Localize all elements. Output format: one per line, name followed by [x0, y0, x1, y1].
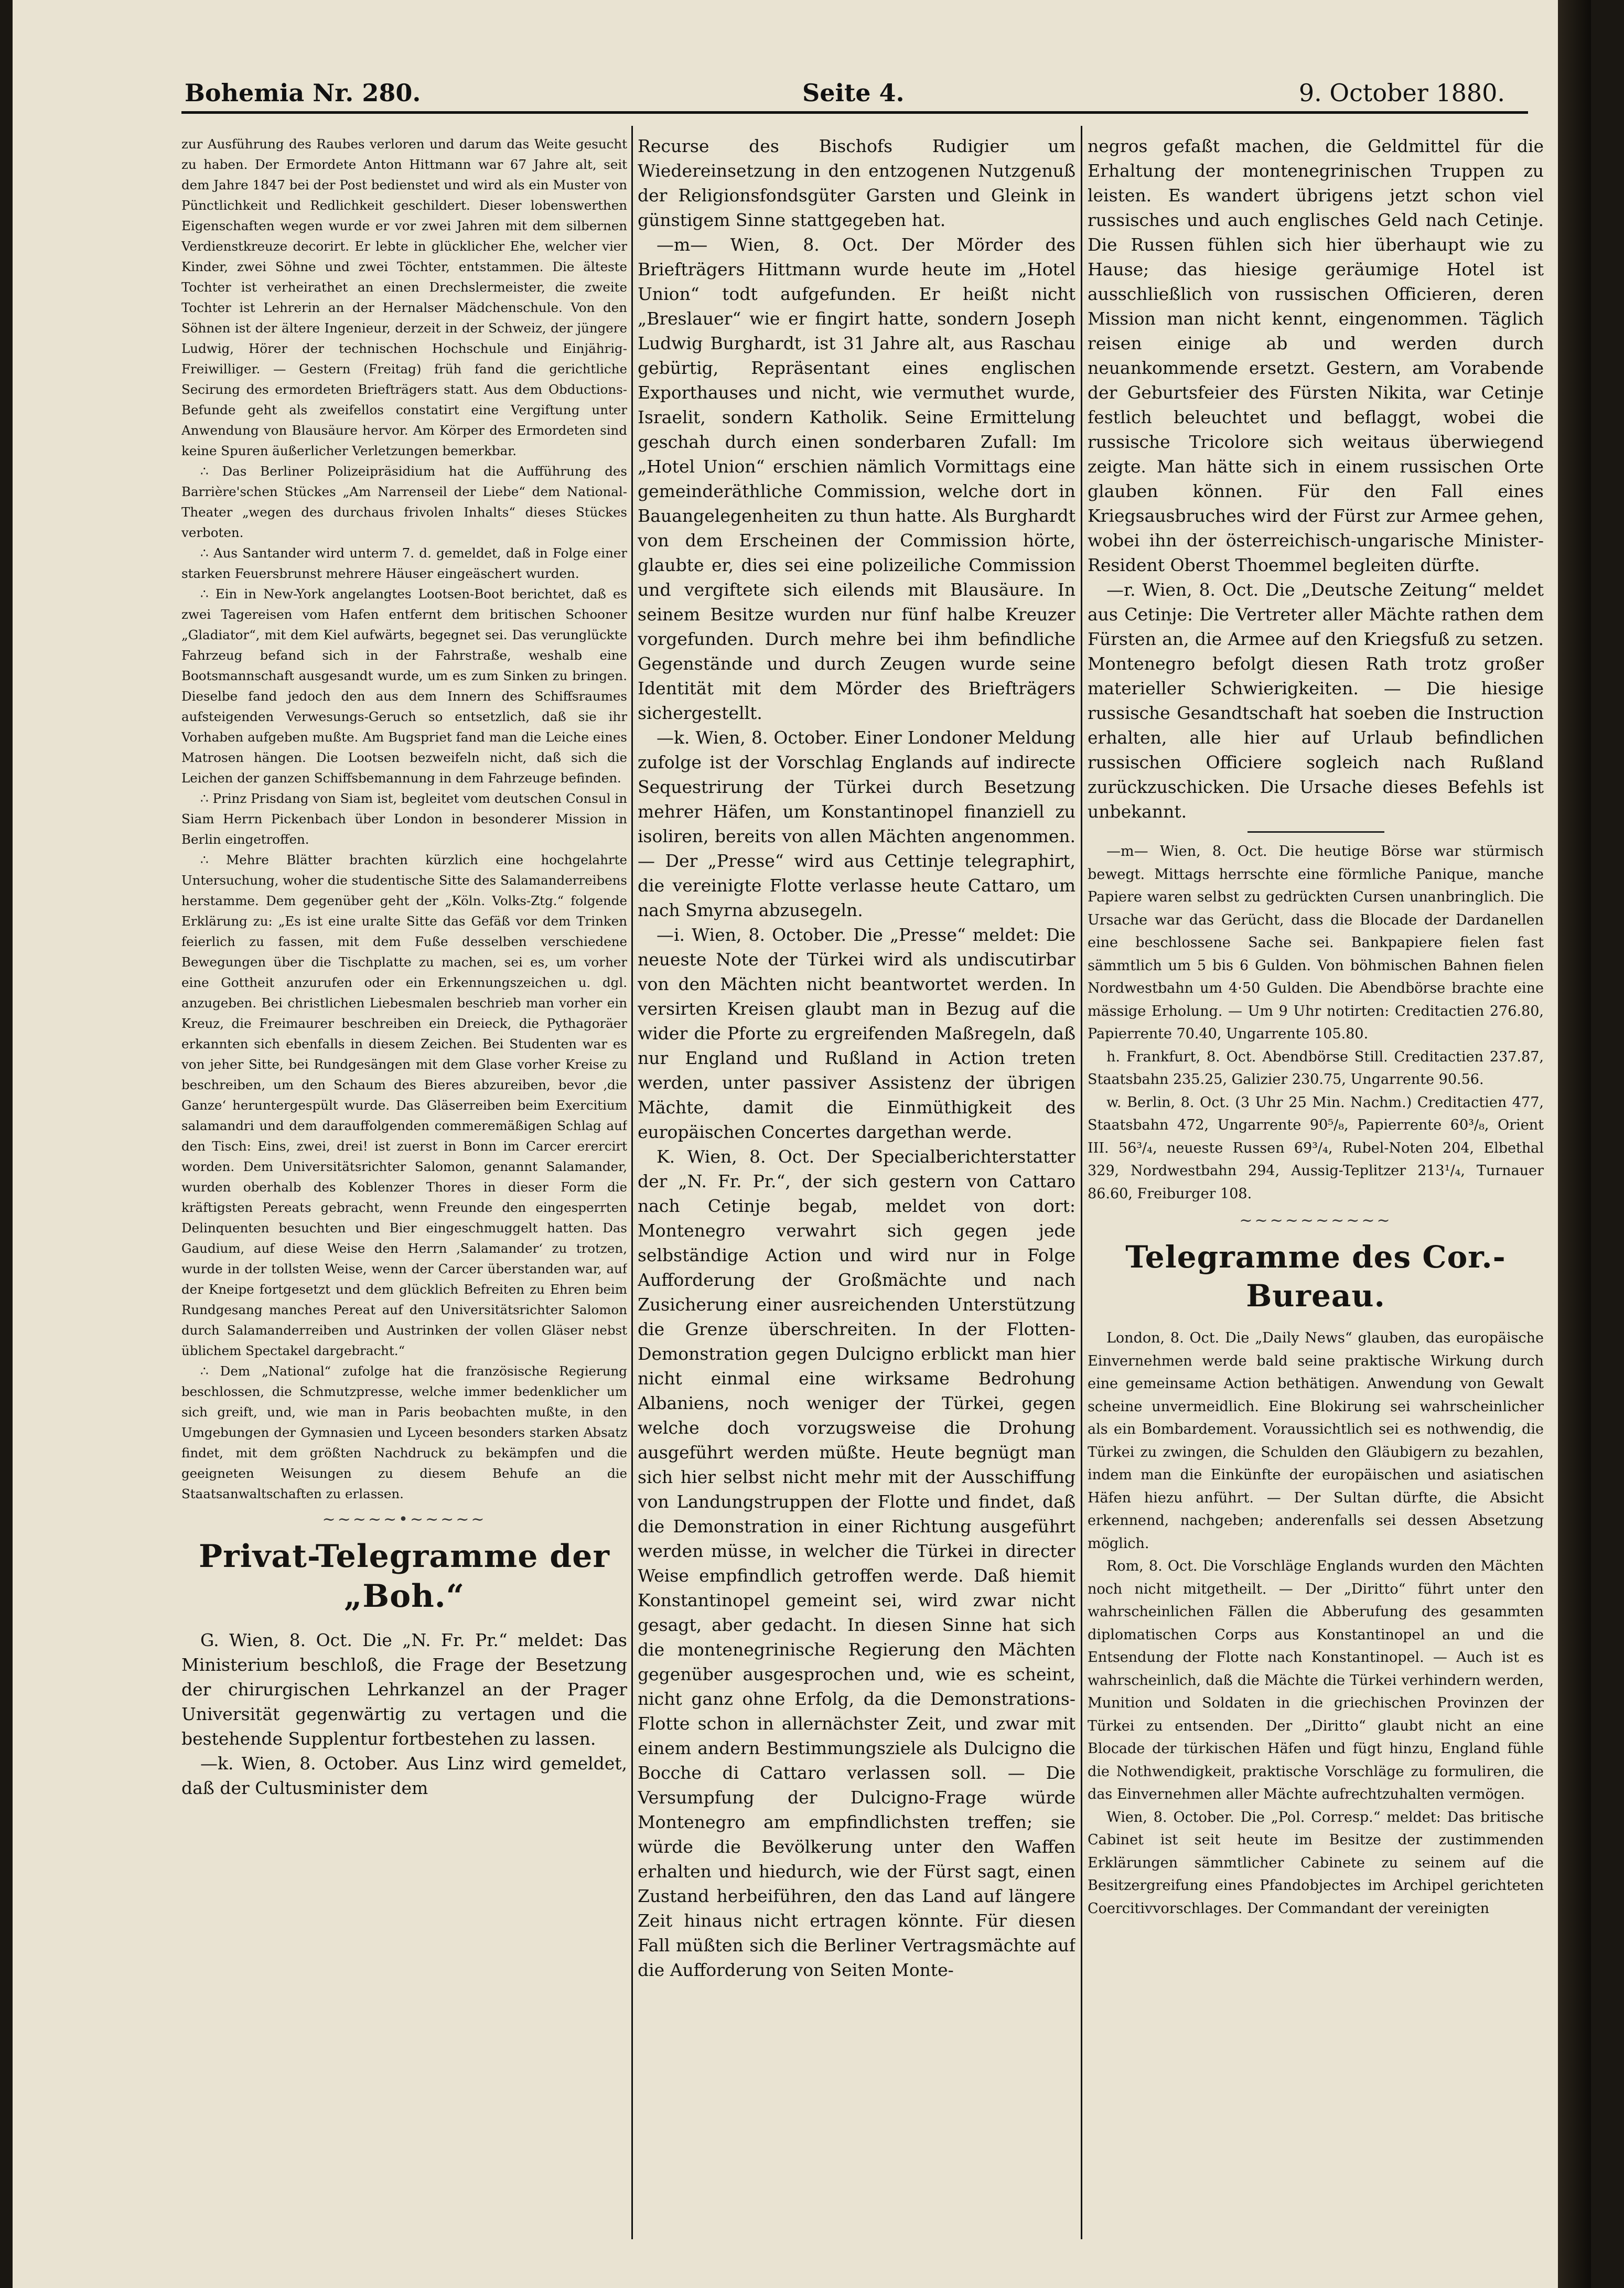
- article-text: zur Ausführung des Raubes verloren und darum das Weite gesucht zu haben. Der Ermordete Anton Hittmann war 67 Jahre alt, seit dem Jahre 1847 bei der Post bedienstet und wird als ein Muster von Pünctlichkeit und Redlichkeit geschildert. Dieser lobenswerthen Eigenschaften wegen wurde er vor zwei Jahren mit dem silbernen Verdienstkreuze decorirt. Er lebte in glücklicher Ehe, welcher vier Kinder, zwei Söhne und zwei Töchter, entstammen. Die älteste Tochter ist verheirathet an einen Drechslermeister, die zweite Tochter ist Lehrerin an der Hernalser Mädchenschule. Von den Söhnen ist der ältere Ingenieur, derzeit in der Schweiz, der jüngere Ludwig, Hörer der technischen Hochschule und Einjährig-Freiwilliger. — Gestern (Freitag) früh fand die gerichtliche Secirung des ermordeten Briefträgers statt. Aus dem Obductions-Befunde geht als zweifellos constatirt eine Vergiftung unter Anwendung von Blausäure hervor. Am Körper des Ermordeten sind keine Spuren äußerlicher Verletzungen bemerkbar.: [181, 136, 627, 458]
- article-text: ∴ Aus Santander wird unterm 7. d. gemeldet, daß in Folge einer starken Feuersbrunst mehrere Häuser eingeäschert wurden.: [181, 545, 627, 581]
- column-1-notices: [181, 134, 627, 1504]
- telegram-text: London, 8. Oct. Die „Daily News“ glauben, das europäische Einvernehmen werde bald seine praktische Wirkung durch eine gemeinsame Action bethätigen. Anwendung von Gewalt scheine unvermeidlich. Eine Blokirung sei wahrscheinlicher als ein Bombardement. Voraussichtlich sei es nothwendig, die Türkei zu zwingen, die Schulden den Gläubigern zu bezahlen, indem man die Einkünfte der europäischen und asiatischen Häfen hiezu anführt. — Der Sultan dürfte, die Absicht erkennend, nachgeben; anderenfalls sei dessen Absetzung möglich.: [1088, 1330, 1544, 1552]
- scan-edge-shadow: [1558, 0, 1591, 2288]
- article-text: —k. Wien, 8. October. Einer Londoner Meldung zufolge ist der Vorschlag Englands auf indirecte Sequestrirung der Türkei durch Besetzung mehrer Häfen, um Konstantinopel finanziell zu isoliren, bereits von allen Mächten angenommen. — Der „Presse“ wird aus Cettinje telegraphirt, die vereinigte Flotte verlasse heute Cattaro, um nach Smyrna abzusegeln.: [638, 727, 1076, 920]
- article-text: —m— Wien, 8. Oct. Der Mörder des Briefträgers Hittmann wurde heute im „Hotel Union“ todt aufgefunden. Er heißt nicht „Breslauer“ wie er fingirt hatte, sondern Joseph Ludwig Burghardt, ist 31 Jahre alt, aus Raschau gebürtig, Repräsentant eines englischen Exporthauses und nicht, wie vermuthet wurde, Israelit, sondern Katholik. Seine Ermittelung geschah durch einen sonderbaren Zufall: Im „Hotel Union“ erschien nämlich Vormittags eine gemeinderäthliche Commission, welche dort in Bauangelegenheiten zu thun hatte. Als Burghardt von dem Erscheinen der Commission hörte, glaubte er, dies sei eine polizeiliche Commission und vergiftete sich eilends mit Blausäure. In seinem Besitze wurden nur fünf halbe Kreuzer vorgefunden. Durch mehre bei ihm befindliche Gegenstände und durch Zeugen wurde seine Identität mit dem Mörder des Briefträgers sichergestellt.: [638, 234, 1076, 723]
- section-ornament: ∼∼∼∼∼∼∼∼∼∼: [1239, 1211, 1392, 1230]
- article-text: —i. Wien, 8. October. Die „Presse“ meldet: Die neueste Note der Türkei wird als undiscutirbar von den Mächten nicht beantwortet werden. In versirten Kreisen glaubt man in Bezug auf die wider die Pforte zu ergreifenden Maßregeln, daß nur England und Rußland in Action treten werden, unter passiver Assistenz der übrigen Mächte, damit die Einmüthigkeit des europäischen Concertes dargethan werde.: [638, 925, 1076, 1142]
- stock-exchange-reports: [1088, 840, 1544, 1205]
- telegram-text: G. Wien, 8. Oct. Die „N. Fr. Pr.“ meldet: Das Ministerium beschloß, die Frage der Besetzung der chirurgischen Lehrkanzel an der Prager Universität gegenwärtig zu vertagen und die bestehende Supplentur fortbestehen zu lassen.: [181, 1630, 627, 1749]
- section-divider: [1247, 831, 1384, 833]
- newspaper-page: [13, 0, 1591, 2288]
- market-report: h. Frankfurt, 8. Oct. Abendbörse Still. Creditactien 237.87, Staatsbahn 235.25, Galizier 230.75, Ungarrente 90.56.: [1088, 1048, 1544, 1088]
- column-divider-2: [1081, 126, 1082, 2239]
- article-text: ∴ Prinz Prisdang von Siam ist, begleitet vom deutschen Consul in Siam Herrn Pickenbach über London in besonderer Mission in Berlin eingetroffen.: [181, 791, 627, 847]
- article-text: K. Wien, 8. Oct. Der Specialberichterstatter der „N. Fr. Pr.“, der sich gestern von Cattaro nach Cetinje begab, meldet von dort: Montenegro verwahrt sich gegen jede selbständige Action und wird nur in Folge Aufforderung der Großmächte und nach Zusicherung einer ausreichenden Unterstützung die Grenze überschreiten. In der Flotten-Demonstration gegen Dulcigno erblickt man hier nicht einmal eine wirksame Bedrohung Albaniens, noch weniger der Türkei, gegen welche doch vorzugsweise die Drohung ausgeführt werden müßte. Heute begnügt man sich hier selbst nicht mehr mit der Ausschiffung von Landungstruppen der Flotte und findet, daß die Demonstration in einer Richtung ausgeführt werden müsse, in welcher die Türkei in directer Weise empfindlich getroffen werde. Daß hiemit Konstantinopel gemeint sei, wird zwar nicht gesagt, aber gedacht. In diesen Sinne hat sich die montenegrinische Regierung den Mächten gegenüber ausgesprochen und, wie es scheint, nicht ganz ohne Erfolg, da die Demonstrations-Flotte schon in allernächster Zeit, und zwar mit einem andern Bestimmungsziele als Dulcigno die Bocche di Cattaro verlassen soll. — Die Versumpfung der Dulcigno-Frage würde Montenegro am empfindlichsten treffen; sie würde die Bevölkerung unter den Waffen erhalten und hiedurch, wie der Fürst sagt, einen Zustand herbeiführen, den das Land auf längere Zeit hinaus nicht ertragen könnte. Für diesen Fall müßten sich die Berliner Vertragsmächte auf die Aufforderung von Seiten Monte-: [638, 1146, 1076, 1980]
- column-3: [1088, 134, 1544, 2273]
- article-text: ∴ Ein in New-York angelangtes Lootsen-Boot berichtet, daß es zwei Tagereisen vom Hafen entfernt dem britischen Schooner „Gladiator“, mit dem Kiel aufwärts, begegnet sei. Das verunglückte Fahrzeug befand sich in der Fahrstraße, weshalb eine Bootsmannschaft ausgesandt wurde, um es zum Sinken zu bringen. Dieselbe fand jedoch den aus dem Innern des Schiffsraumes aufsteigenden Verwesungs-Geruch so entsetzlich, daß sie ihr Vorhaben aufgeben mußte. Am Bugspriet fand man die Leiche eines Matrosen hängen. Die Lootsen bezweifeln nicht, daß sich die Leichen der ganzen Schiffsbemannung in dem Fahrzeuge befinden.: [181, 586, 627, 786]
- page-header: [173, 73, 1515, 110]
- market-report: —m— Wien, 8. Oct. Die heutige Börse war stürmisch bewegt. Mittags herrschte eine förmliche Panique, manche Papiere waren selbst zu gedrückten Cursen unanbringlich. Die Ursache war das Gerücht, dass die Blocade der Dardanellen eine beschlossene Sache sei. Bankpapiere fielen fast sämmtlich um 5 bis 6 Gulden. Von böhmischen Bahnen fielen Nordwestbahn um 4·50 Gulden. Die Abendbörse brachte eine mässige Erholung. — Um 9 Uhr notirten: Creditactien 276.80, Papierrente 70.40, Ungarrente 105.80.: [1088, 843, 1544, 1042]
- article-text: negros gefaßt machen, die Geldmittel für die Erhaltung der montenegrinischen Truppen zu leisten. Es wandert übrigens jetzt schon viel russisches und auch englisches Geld nach Cetinje. Die Russen fühlen sich hier überhaupt wie zu Hause; das hiesige geräumige Hotel ist ausschließlich von russischen Officieren, deren Mission man nicht kennt, eingenommen. Täglich reisen einige ab und werden durch neuankommende ersetzt. Gestern, am Vorabende der Geburtsfeier des Fürsten Nikita, war Cetinje festlich beleuchtet und beflaggt, wobei die russische Tricolore sich weitaus überwiegend zeigte. Man hätte sich in einem russischen Orte glauben können. Für den Fall eines Kriegsausbruches wird der Fürst zur Armee gehen, wobei ihn der österreichisch-ungarische Minister-Resident Oberst Thoemmel begleiten dürfte.: [1088, 136, 1544, 575]
- masthead-issue: Bohemia Nr. 280.: [185, 79, 421, 107]
- market-report: w. Berlin, 8. Oct. (3 Uhr 25 Min. Nachm.) Creditactien 477, Staatsbahn 472, Ungarrente 90⁵/₈, Papierrente 60³/₈, Orient III. 56³/₄, neueste Russen 69³/₄, Rubel-Noten 204, Elbethal 329, Nordwestbahn 294, Aussig-Teplitzer 213¹/₄, Turnauer 86.60, Freiburger 108.: [1088, 1094, 1544, 1202]
- telegram-text: Rom, 8. Oct. Die Vorschläge Englands wurden den Mächten noch nicht mitgetheilt. — Der „Diritto“ führt unter den wahrscheinlichen Fällen die Abberufung des gesammten diplomatischen Corps aus Konstantinopel an und die Entsendung der Flotte nach Konstantinopel. — Auch ist es wahrscheinlich, daß die Mächte die Türkei verhindern werden, Munition und Soldaten in die griechischen Provinzen der Türkei zu entsenden. Der „Diritto“ glaubt nicht an eine Blocade der türkischen Häfen und fügt hinzu, England fühle die Nothwendigkeit, praktische Vorschläge zu formuliren, die das Einvernehmen aller Mächte aufrechtzuhalten vermögen.: [1088, 1558, 1544, 1802]
- section-heading: Telegramme des Cor.-Bureau.: [1125, 1239, 1506, 1314]
- article-text: —r. Wien, 8. Oct. Die „Deutsche Zeitung“ meldet aus Cetinje: Die Vertreter aller Mächte rathen dem Fürsten an, die Armee auf den Kriegsfuß zu setzen. Montenegro befolgt diesen Rath trotz großer materieller Schwierigkeiten. — Die hiesige russische Gesandtschaft hat soeben die Instruction erhalten, alle hier auf Urlaub befindlichen russischen Officiere sogleich nach Rußland zurückzuschicken. Die Ursache dieses Befehls ist unbekannt.: [1088, 579, 1544, 822]
- column-2: [638, 134, 1076, 2273]
- column-1: [181, 134, 627, 2273]
- article-text: ∴ Mehre Blätter brachten kürzlich eine hochgelahrte Untersuchung, woher die studentische Sitte des Salamanderreibens herstamme. Dem gegenüber geht der „Köln. Volks-Ztg.“ folgende Erklärung zu: „Es ist eine uralte Sitte das Gefäß vor dem Trinken feierlich zu fassen, mit dem Fuße desselben verschiedene Bewegungen über die Tischplatte zu machen, sei es, um vorher eine Gottheit anzurufen oder ein Erkennungszeichen u. dgl. anzugeben. Bei christlichen Liebesmalen beschrieb man vorher ein Kreuz, die Freimaurer beschreiben ein Dreieck, die Pythagoräer erkannten sich ebenfalls in diesem Zeichen. Bei Studenten war es von jeher Sitte, bei Rundgesängen mit dem Glase vorher Kreise zu beschreiben, um den Schaum des Bieres abzureiben, bevor ‚die Ganze‘ heruntergespült wurde. Das Gläserreiben beim Exercitium salamandri und dem darauffolgenden commeremäßigen Schlag auf den Tisch: Eins, zwei, drei! ist zuerst in Bonn im Carcer erercirt worden. Dem Universitätsrichter Salomon, genannt Salamander, wurden oberhalb des Koblenzer Thores in dieser Form die kräftigsten Pereats gebracht, wenn Freunde den eingesperrten Delinquenten besuchten und Bier eingeschmuggelt hatten. Das Gaudium, auf diese Weise den Herrn ‚Salamander‘ zu trotzen, wurde in der tollsten Weise, wenn der Carcer überstanden war, auf der Kneipe fortgesetzt und dem glücklich Befreiten zu Ehren beim Rundgesang manches Pereat auf den Universitätsrichter Salomon durch Salamanderreiben und Austrinken der vollen Gläser nebst üblichem Spectakel dargebracht.“: [181, 852, 627, 1358]
- article-text: ∴ Dem „National“ zufolge hat die französische Regierung beschlossen, die Schmutzpresse, welche immer bedenklicher um sich greift, und, wie man in Paris beobachten mußte, in den Umgebungen der Gymnasien und Lyceen besonders starken Absatz findet, mit dem größten Nachdruck zu bekämpfen und die geeigneten Weisungen zu diesem Behufe an die Staatsanwaltschaften zu erlassen.: [181, 1363, 627, 1501]
- header-rule: [181, 111, 1528, 114]
- column-divider-1: [631, 126, 633, 2239]
- article-text: ∴ Das Berliner Polizeipräsidium hat die Aufführung des Barrière'schen Stückes „Am Narrenseil der Liebe“ dem National-Theater „wegen des durchaus frivolen Inhalts“ dieses Stückes verboten.: [181, 464, 627, 540]
- article-text: Recurse des Bischofs Rudigier um Wiedereinsetzung in den entzogenen Nutzgenuß der Religionsfondsgüter Garsten und Gleink in günstigem Sinne stattgegeben hat.: [638, 136, 1076, 230]
- section-heading: Privat-Telegramme der „Boh.“: [198, 1538, 610, 1615]
- telegram-text: Wien, 8. October. Die „Pol. Corresp.“ meldet: Das britische Cabinet ist seit heute im Besitze der zustimmenden Erklärungen sämmtlicher Cabinete zu seinem auf die Besitzergreifung eines Pfandobjectes im Archipel gerichteten Coercitivvorschlages. Der Commandant der vereinigten: [1088, 1809, 1544, 1917]
- page-number: Seite 4.: [802, 79, 905, 107]
- telegram-reports: [1088, 1327, 1544, 1920]
- issue-date: 9. October 1880.: [1298, 79, 1505, 107]
- section-ornament: ∼∼∼∼∼•∼∼∼∼∼: [322, 1510, 487, 1529]
- telegram-text: —k. Wien, 8. October. Aus Linz wird gemeldet, daß der Cultusminister dem: [181, 1753, 627, 1798]
